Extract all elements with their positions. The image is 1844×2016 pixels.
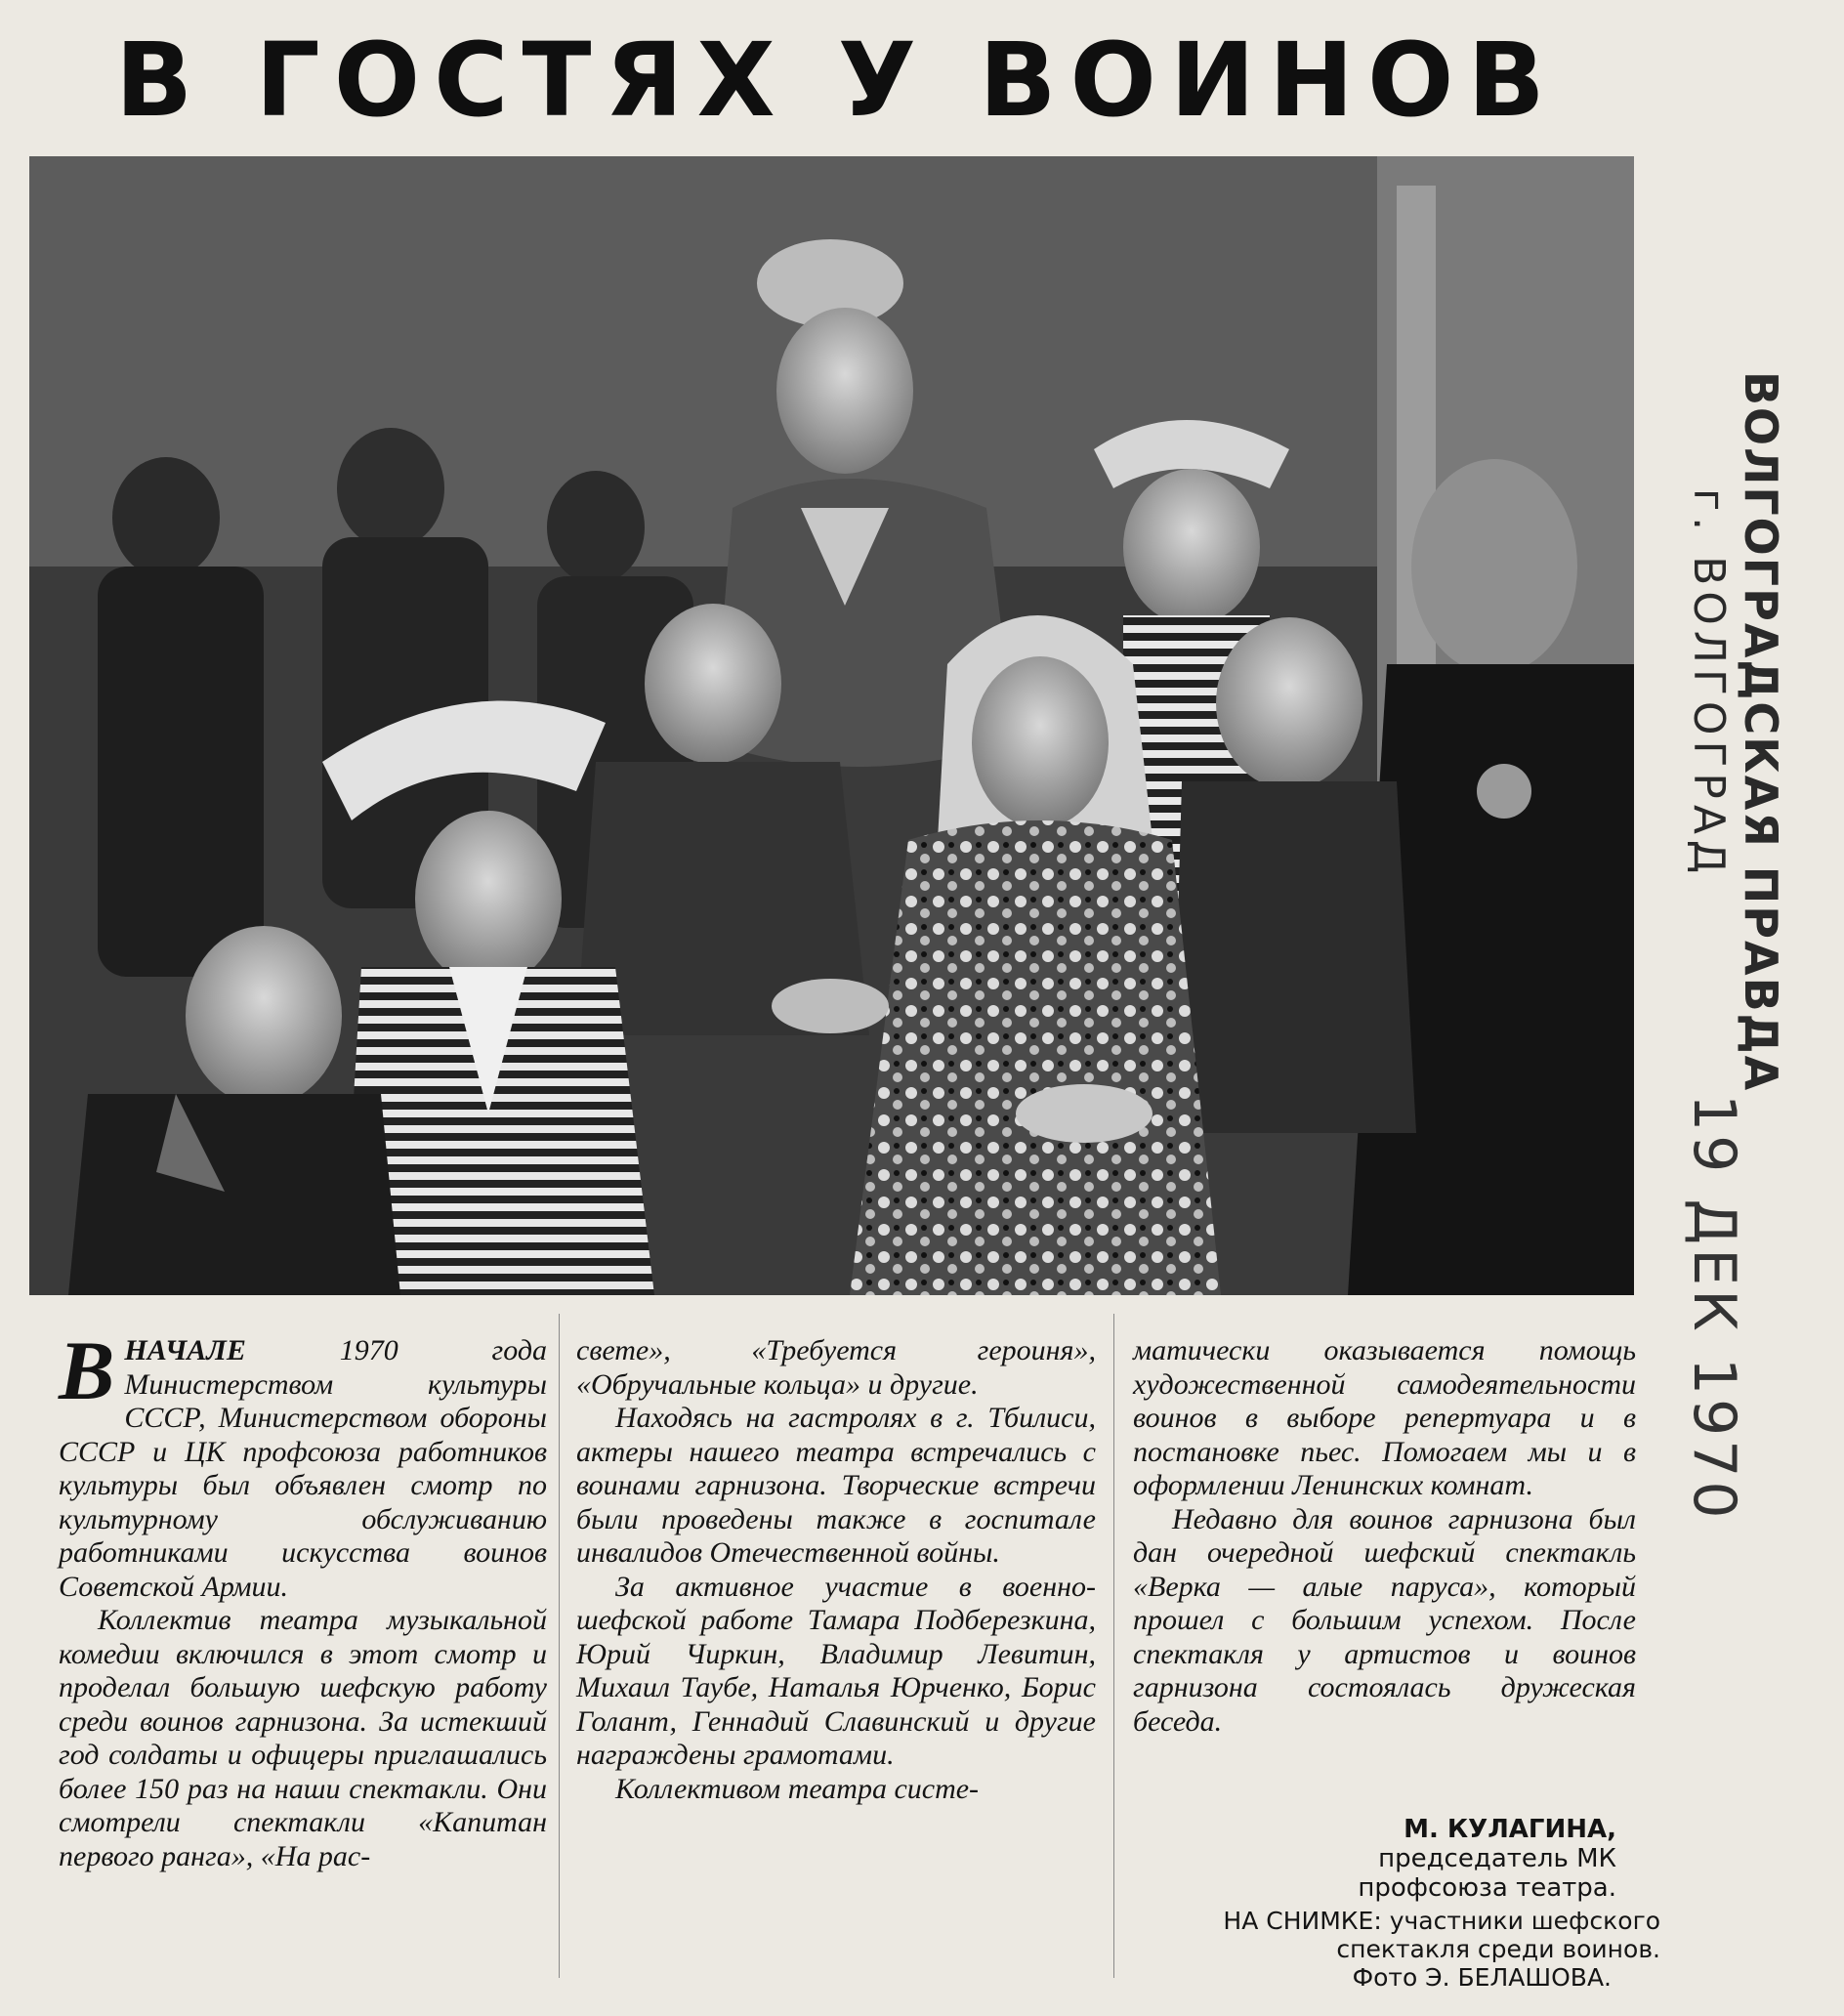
article-column-3 <box>1133 1334 1636 1739</box>
caption-text: НА СНИМКЕ: участники шефского спектакля среди воинов. <box>1223 1907 1660 1963</box>
article-column-1 <box>59 1323 547 1873</box>
article-paragraph <box>59 1323 547 1604</box>
article-paragraph: Находясь на гастролях в г. Тбилиси, актеры нашего театра встречались с воинами гарнизона. Творческие встречи были проведены также в госпитале инвалидов Отечественной войны. <box>576 1402 1096 1569</box>
author-name: М. КУЛАГИНА, <box>1404 1815 1616 1844</box>
stamp-city: г. ВОЛГОГРАД <box>1684 488 1734 880</box>
newspaper-stamp <box>1641 371 1797 1523</box>
headline: В ГОСТЯХ У ВОИНОВ <box>115 21 1559 140</box>
article-paragraph: матически оказывается помощь художественной самодеятельности воинов в выборе репертуара и в постановке пьес. Помогаем мы и в оформлении Ленинских комнат. <box>1133 1334 1636 1501</box>
photo-caption <box>1152 1907 1660 1992</box>
column-divider <box>1113 1314 1114 1978</box>
author-title: профсоюза театра. <box>1358 1873 1616 1903</box>
article-paragraph: За активное участие в военно-шефской работе Тамара Подберезкина, Юрий Чиркин, Владимир Левитин, Михаил Таубе, Наталья Юрченко, Борис Голант, Геннадий Славинский и другие награждены грамотами. <box>576 1570 1096 1771</box>
drop-cap: В <box>59 1323 115 1417</box>
article-text: 1970 года Министерством культуры СССР, Министерством обороны СССР и ЦК профсоюза работников культуры был объявлен смотр по культурному обслуживанию работниками искусства воинов Советской Армии. <box>59 1334 547 1603</box>
article-paragraph: Недавно для воинов гарнизона был дан очередной шефский спектакль «Верка — алые паруса», который прошел с большим успехом. После спектакля у артистов и воинов гарнизона состоялась дружеская беседа. <box>1133 1502 1636 1738</box>
column-divider <box>559 1314 560 1978</box>
article-photo <box>29 156 1634 1295</box>
article-column-2 <box>576 1334 1096 1806</box>
lead-caps: НАЧАЛЕ <box>124 1334 246 1366</box>
article-paragraph: Коллективом театра систе- <box>615 1772 980 1805</box>
author-title: председатель МК <box>1378 1844 1616 1873</box>
stamp-date: 19 ДЕК 1970 <box>1680 1094 1748 1523</box>
photo-illustration <box>29 156 1634 1295</box>
article-paragraph: Коллектив театра музыкальной комедии включился в этот смотр и проделал большую шефскую работу среди воинов гарнизона. За истекший год солдаты и офицеры приглашались более 150 раз на наши спектакли. Они смотрели спектакли «Капитан первого ранга», «На рас- <box>59 1604 547 1872</box>
stamp-paper-name: ВОЛГОГРАДСКАЯ ПРАВДА <box>1735 371 1787 1093</box>
article-paragraph: свете», «Требуется героиня», «Обручальные кольца» и другие. <box>576 1334 1096 1401</box>
photo-credit: Фото Э. БЕЛАШОВА. <box>1352 1963 1612 1992</box>
author-signature <box>1270 1815 1616 1903</box>
